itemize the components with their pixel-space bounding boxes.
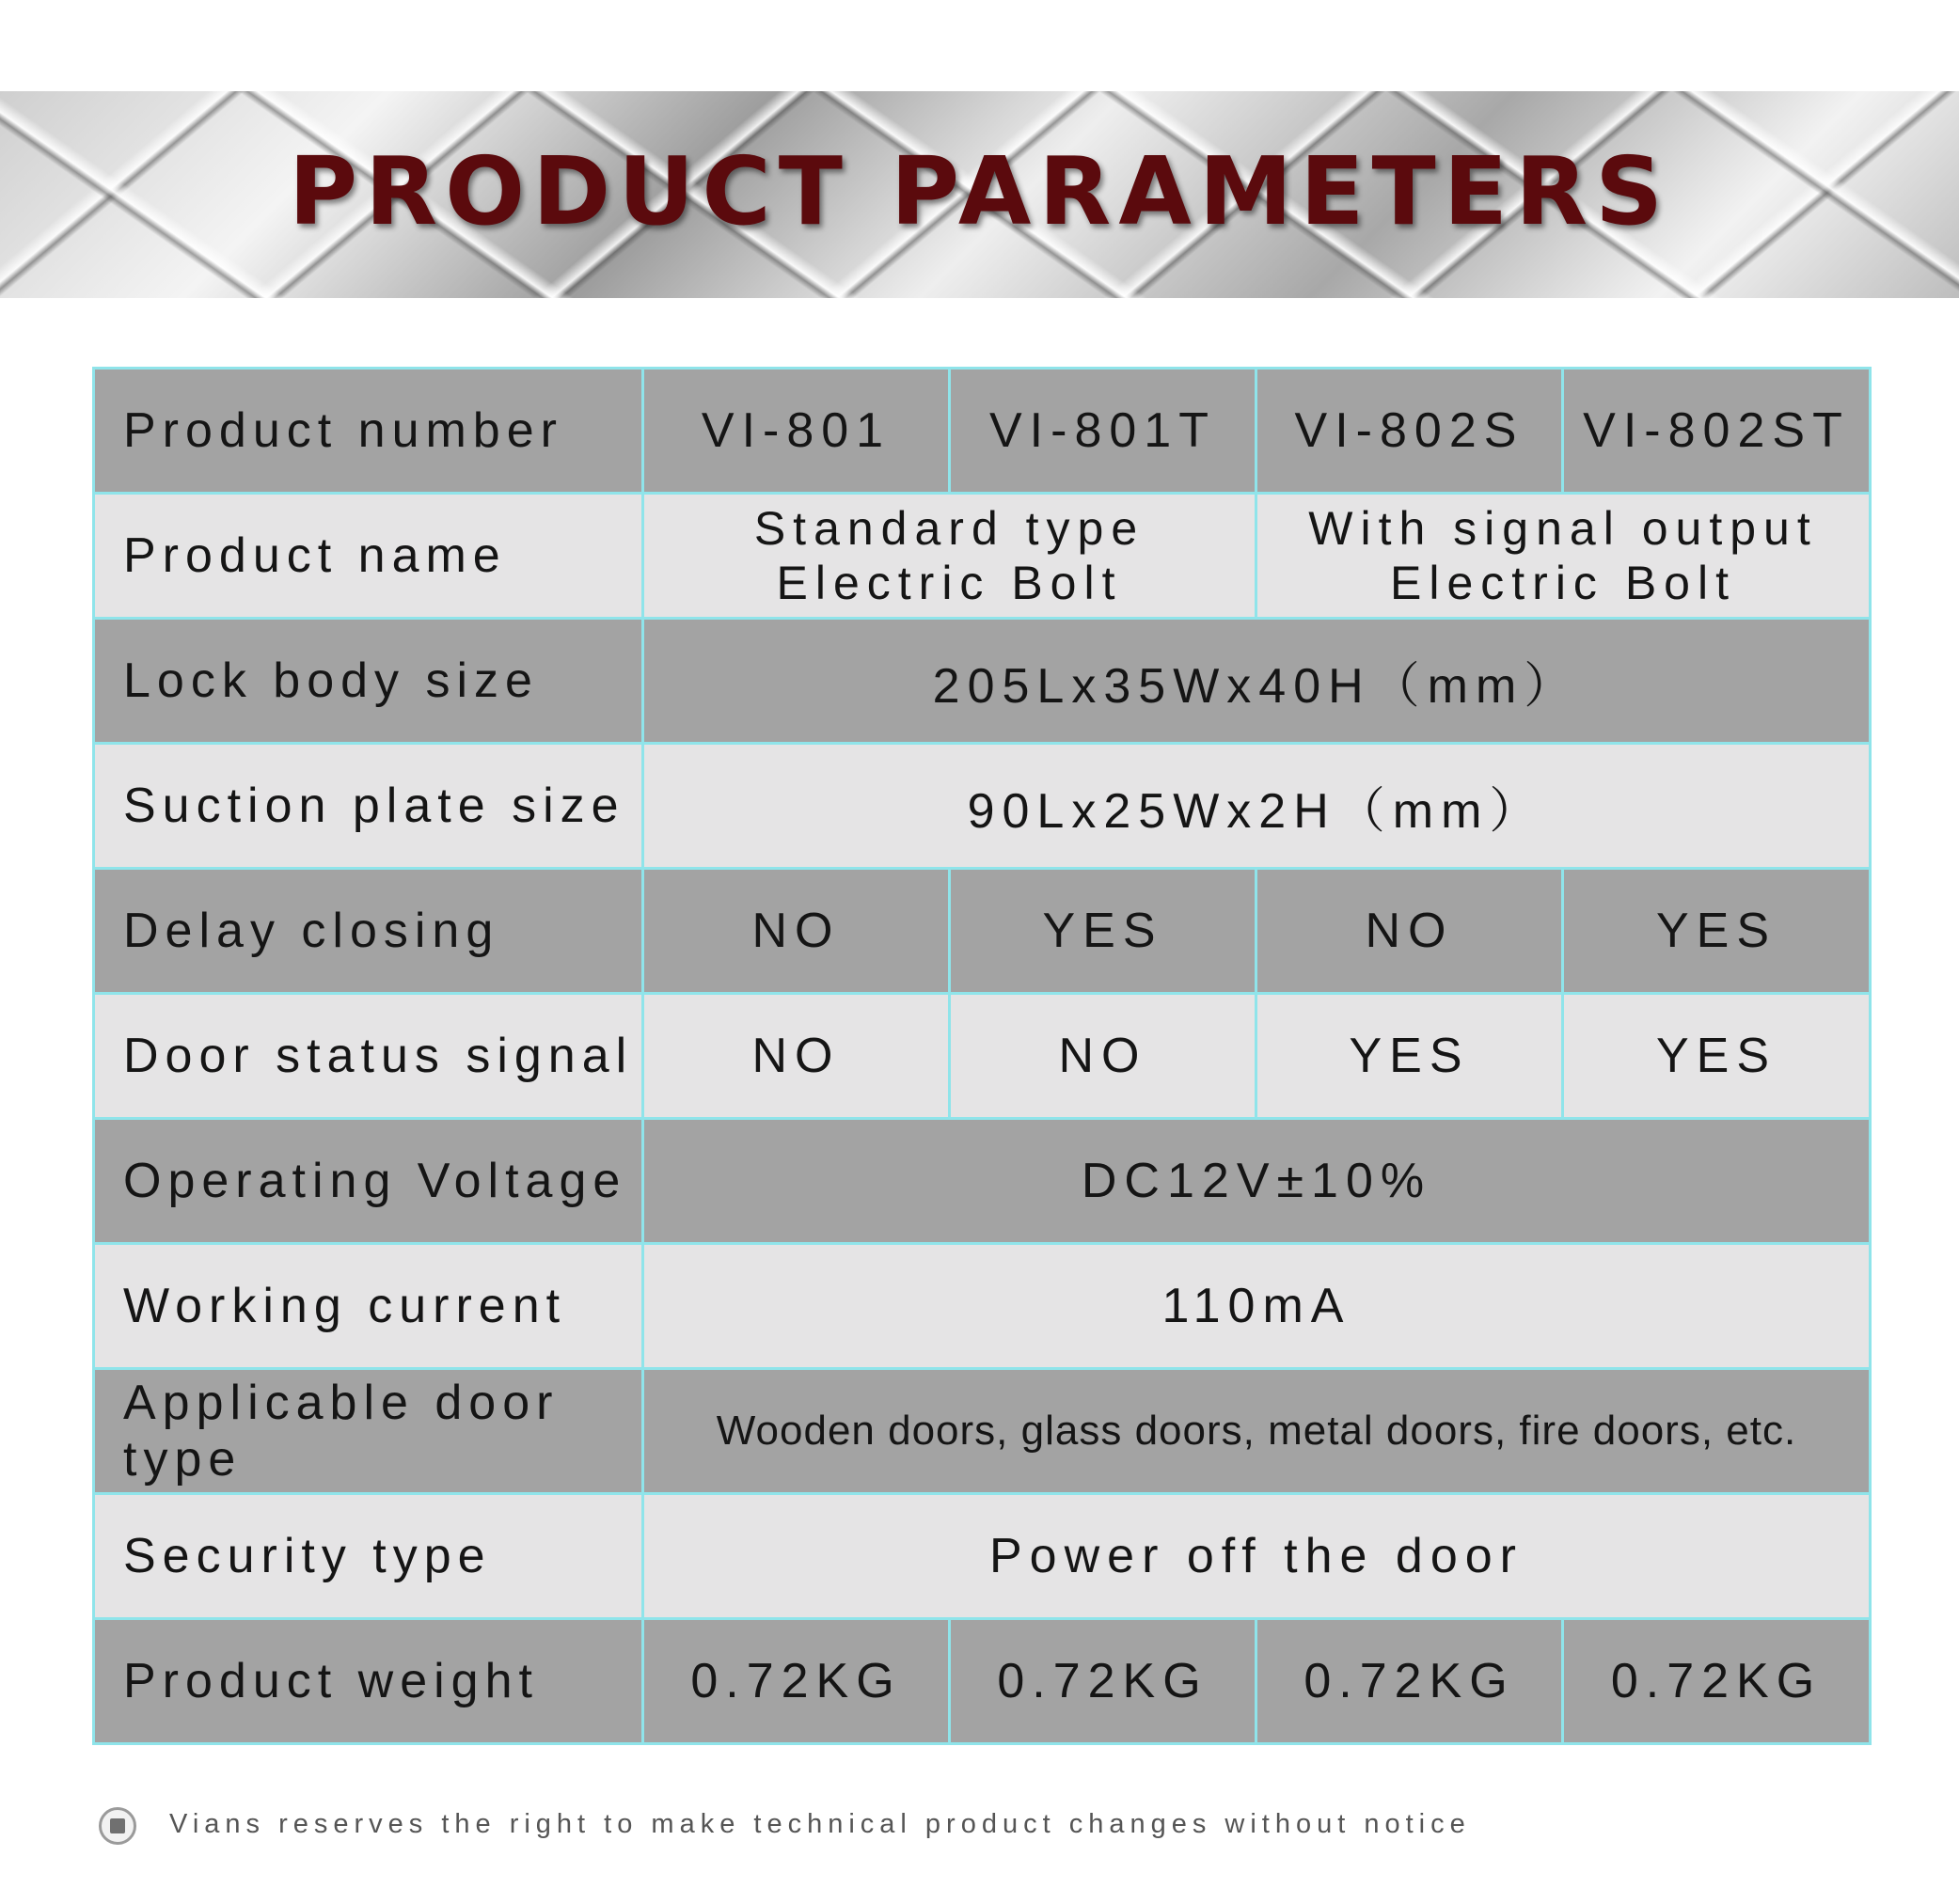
table-row xyxy=(94,1119,1871,1244)
value-cell: YES xyxy=(950,869,1256,994)
value-cell: 90Lx25Wx2H（mm） xyxy=(643,744,1871,869)
product-name-line: Standard type xyxy=(753,502,1145,555)
row-label: Applicable door type xyxy=(94,1369,643,1494)
row-label: Lock body size xyxy=(94,619,643,744)
parameters-table xyxy=(92,367,1872,1745)
row-label: Product number xyxy=(94,369,643,494)
value-cell: NO xyxy=(643,994,950,1119)
stop-icon xyxy=(99,1807,136,1845)
value-cell: Wooden doors, glass doors, metal doors, fire doors, etc. xyxy=(643,1369,1871,1494)
value-cell: Power off the door xyxy=(643,1494,1871,1619)
footer-note xyxy=(99,1807,1886,1850)
product-name-line: Electric Bolt xyxy=(776,557,1123,609)
value-cell: 0.72KG xyxy=(643,1619,950,1744)
banner xyxy=(0,91,1959,298)
row-label: Security type xyxy=(94,1494,643,1619)
model-cell: VI-802S xyxy=(1256,369,1563,494)
table-row xyxy=(94,994,1871,1119)
value-cell: YES xyxy=(1256,994,1563,1119)
value-cell: 110mA xyxy=(643,1244,1871,1369)
product-name-standard xyxy=(643,494,1256,619)
disclaimer-text: Vians reserves the right to make technical product changes without notice xyxy=(169,1809,1471,1839)
table-row xyxy=(94,1494,1871,1619)
value-cell: NO xyxy=(1256,869,1563,994)
row-label: Suction plate size xyxy=(94,744,643,869)
value-cell: NO xyxy=(950,994,1256,1119)
row-label: Product name xyxy=(94,494,643,619)
product-name-line: Electric Bolt xyxy=(1390,557,1736,609)
row-label: Working current xyxy=(94,1244,643,1369)
page-title: PRODUCT PARAMETERS xyxy=(288,136,1671,246)
value-cell: DC12V±10% xyxy=(643,1119,1871,1244)
table-row xyxy=(94,1369,1871,1494)
model-cell: VI-801T xyxy=(950,369,1256,494)
row-label: Delay closing xyxy=(94,869,643,994)
value-cell: 0.72KG xyxy=(950,1619,1256,1744)
product-name-line: With signal output xyxy=(1308,502,1818,555)
table-row xyxy=(94,744,1871,869)
table-row xyxy=(94,869,1871,994)
value-cell: YES xyxy=(1563,869,1871,994)
value-cell: 0.72KG xyxy=(1563,1619,1871,1744)
value-cell: 205Lx35Wx40H（mm） xyxy=(643,619,1871,744)
value-cell: NO xyxy=(643,869,950,994)
table-row xyxy=(94,1619,1871,1744)
model-cell: VI-801 xyxy=(643,369,950,494)
table-row xyxy=(94,369,1871,494)
row-label: Product weight xyxy=(94,1619,643,1744)
table-row xyxy=(94,619,1871,744)
row-label: Door status signal xyxy=(94,994,643,1119)
row-label: Operating Voltage xyxy=(94,1119,643,1244)
product-name-signal xyxy=(1256,494,1871,619)
table-row xyxy=(94,1244,1871,1369)
table-row xyxy=(94,494,1871,619)
value-cell: YES xyxy=(1563,994,1871,1119)
value-cell: 0.72KG xyxy=(1256,1619,1563,1744)
model-cell: VI-802ST xyxy=(1563,369,1871,494)
